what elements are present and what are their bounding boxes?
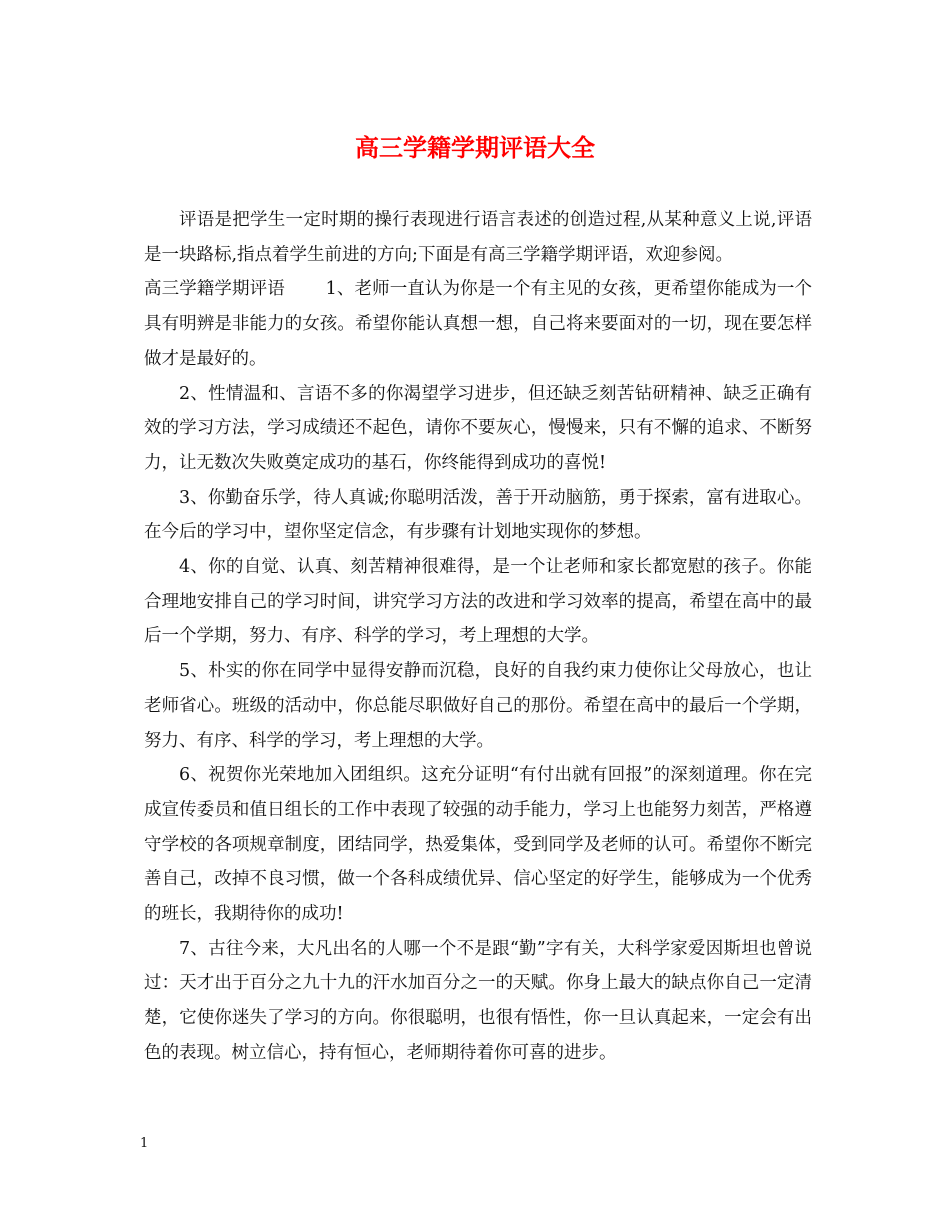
paragraph-intro: 评语是把学生一定时期的操行表现进行语言表述的创造过程,从某种意义上说,评语是一块路标,指点着学生前进的方向;下面是有高三学籍学期评语，欢迎参阅。 <box>144 210 812 265</box>
paragraph-comment-4: 4、你的自觉、认真、刻苦精神很难得，是一个让老师和家长都宽慰的孩子。你能合理地安排自己的学习时间，讲究学习方法的改进和学习效率的提高，希望在高中的最后一个学期，努力、有序、科学的学习，考上理想的大学。 <box>144 557 812 647</box>
paragraph-comment-7: 7、古往今来，大凡出名的人哪一个不是跟“勤”字有关，大科学家爱因斯坦也曾说过：天才出于百分之九十九的汗水加百分之一的天赋。你身上最大的缺点你自己一定清楚，它使你迷失了学习的方向。你很聪明，也很有悟性，你一旦认真起来，一定会有出色的表现。树立信心，持有恒心，老师期待着你可喜的进步。 <box>144 938 812 1063</box>
document-title: 高三学籍学期评语大全 <box>355 133 595 162</box>
page-number: 1 <box>140 1136 149 1151</box>
paragraph-comment-1: 高三学籍学期评语 1、老师一直认为你是一个有主见的女孩，更希望你能成为一个具有明辨是非能力的女孩。希望你能认真想一想，自己将来要面对的一切，现在要怎样做才是最好的。 <box>144 279 812 369</box>
paragraph-comment-6: 6、祝贺你光荣地加入团组织。这充分证明“有付出就有回报”的深刻道理。你在完成宣传委员和值日组长的工作中表现了较强的动手能力，学习上也能努力刻苦，严格遵守学校的各项规章制度，团结同学，热爱集体，受到同学及老师的认可。希望你不断完善自己，改掉不良习惯，做一个各科成绩优异、信心坚定的好学生，能够成为一个优秀的班长，我期待你的成功! <box>144 765 812 925</box>
paragraph-comment-3: 3、你勤奋乐学，待人真诚;你聪明活泼，善于开动脑筋，勇于探索，富有进取心。在今后的学习中，望你坚定信念，有步骤有计划地实现你的梦想。 <box>144 487 812 543</box>
paragraph-comment-2: 2、性情温和、言语不多的你渴望学习进步，但还缺乏刻苦钻研精神、缺乏正确有效的学习方法，学习成绩还不起色，请你不要灰心，慢慢来，只有不懈的追求、不断努力，让无数次失败奠定成功的基石，你终能得到成功的喜悦! <box>144 383 812 473</box>
paragraph-comment-5: 5、朴实的你在同学中显得安静而沉稳，良好的自我约束力使你让父母放心，也让老师省心。班级的活动中，你总能尽职做好自己的那份。希望在高中的最后一个学期，努力、有序、科学的学习，考上理想的大学。 <box>144 661 812 751</box>
document-body <box>144 203 812 1071</box>
